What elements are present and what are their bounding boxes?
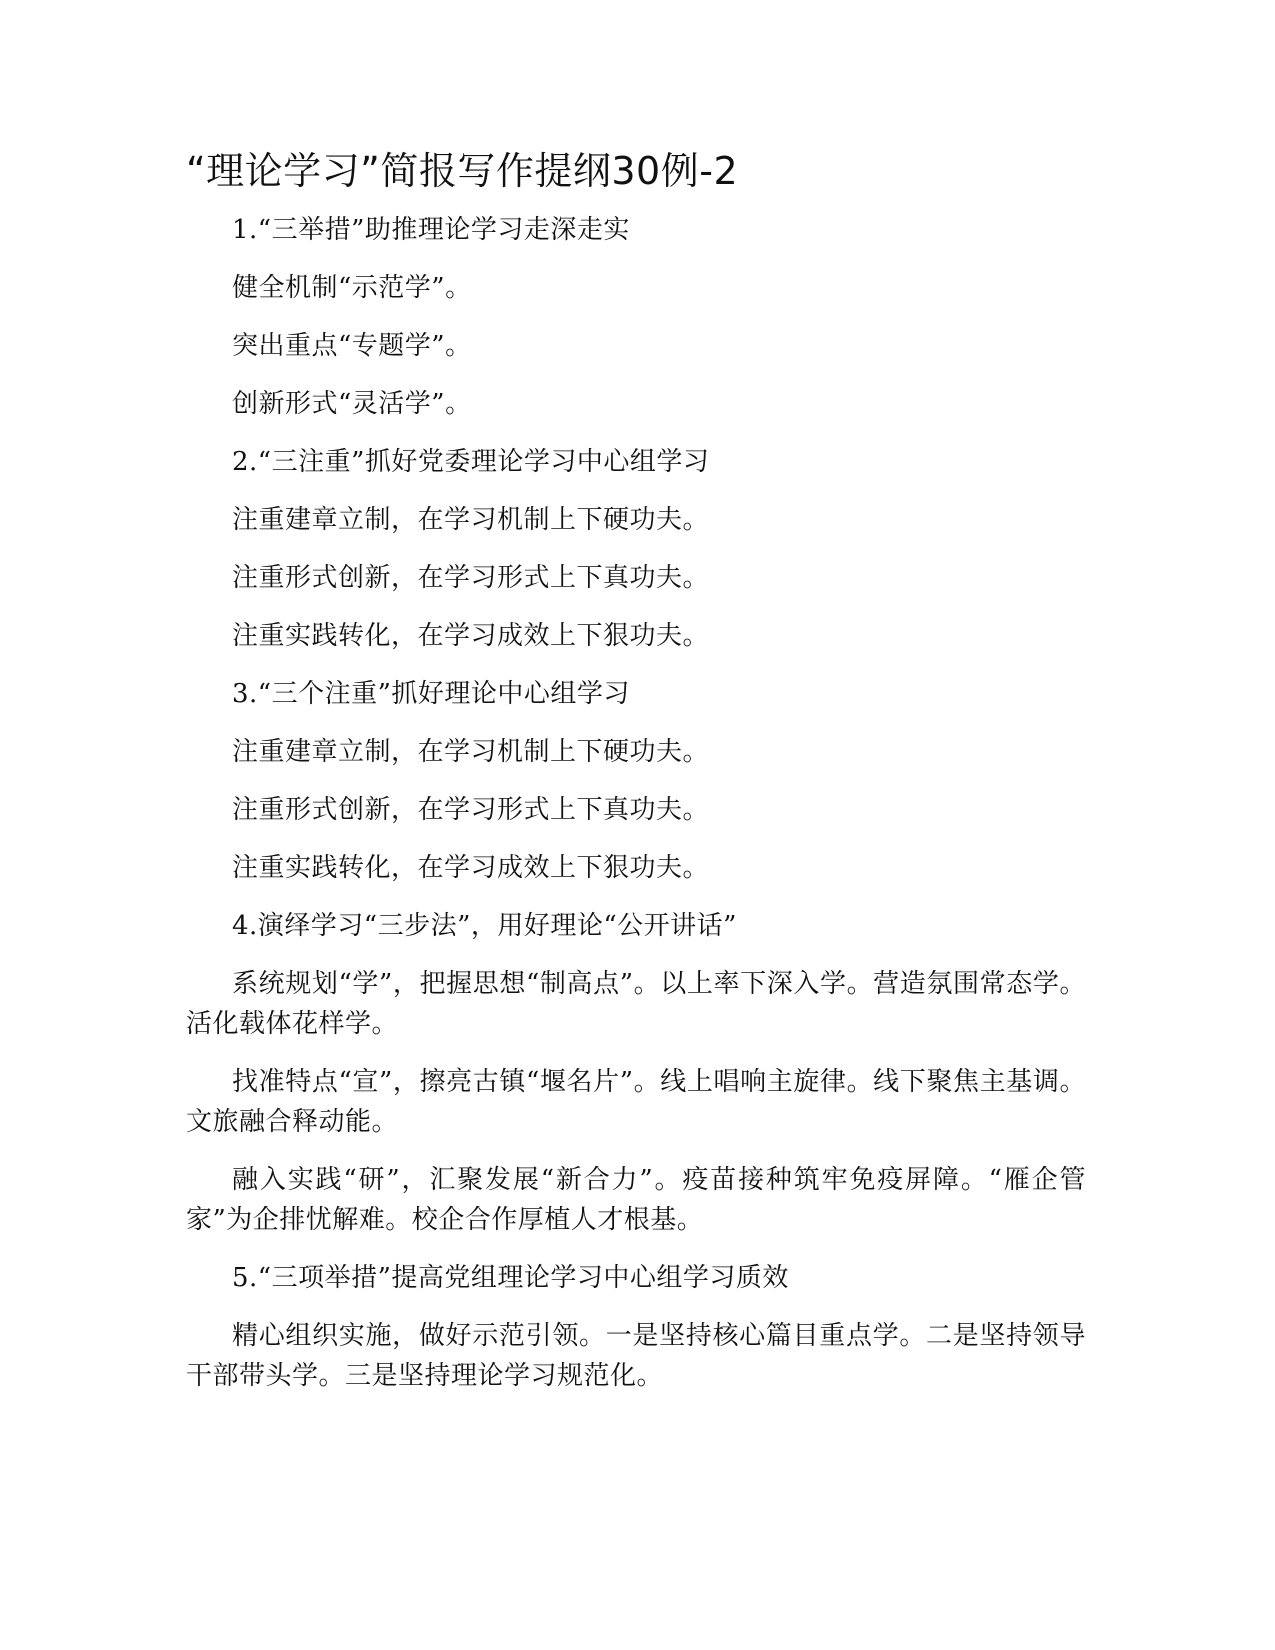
paragraph: 系统规划“学”，把握思想“制高点”。以上率下深入学。营造氛围常态学。活化载体花样学。 — [186, 969, 1086, 1039]
paragraph: 注重实践转化，在学习成效上下狠功夫。 — [232, 621, 710, 651]
section-heading-1: 1.“三举措”助推理论学习走深走实 — [232, 215, 630, 245]
document-page — [186, 140, 1086, 1414]
paragraph: 精心组织实施，做好示范引领。一是坚持核心篇目重点学。二是坚持领导干部带头学。三是坚持理论学习规范化。 — [186, 1321, 1086, 1391]
section-heading-5: 5.“三项举措”提高党组理论学习中心组学习质效 — [232, 1263, 789, 1293]
paragraph: 注重建章立制，在学习机制上下硬功夫。 — [232, 737, 710, 767]
section-heading-3: 3.“三个注重”抓好理论中心组学习 — [232, 679, 630, 709]
document-title: “理论学习”简报写作提纲30例-2 — [186, 149, 739, 193]
paragraph: 突出重点“专题学”。 — [232, 331, 472, 361]
paragraph: 融入实践“研”，汇聚发展“新合力”。疫苗接种筑牢免疫屏障。“雁企管家”为企排忧解难。校企合作厚植人才根基。 — [186, 1165, 1086, 1235]
section-heading-4: 4.演绎学习“三步法”，用好理论“公开讲话” — [232, 911, 737, 941]
paragraph: 注重形式创新，在学习形式上下真功夫。 — [232, 795, 710, 825]
paragraph: 健全机制“示范学”。 — [232, 273, 472, 303]
paragraph: 注重建章立制，在学习机制上下硬功夫。 — [232, 505, 710, 535]
section-heading-2: 2.“三注重”抓好党委理论学习中心组学习 — [232, 447, 710, 477]
paragraph: 找准特点“宣”，擦亮古镇“堰名片”。线上唱响主旋律。线下聚焦主基调。文旅融合释动能。 — [186, 1067, 1086, 1137]
paragraph: 注重实践转化，在学习成效上下狠功夫。 — [232, 853, 710, 883]
paragraph: 创新形式“灵活学”。 — [232, 389, 472, 419]
paragraph: 注重形式创新，在学习形式上下真功夫。 — [232, 563, 710, 593]
